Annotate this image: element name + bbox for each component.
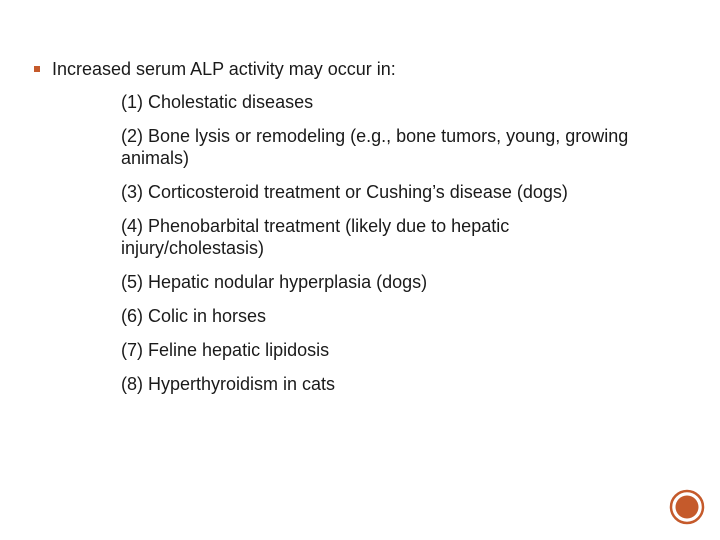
- cause-list: [121, 91, 641, 407]
- list-item: (2) Bone lysis or remodeling (e.g., bone tumors, young, growing animals): [121, 126, 629, 168]
- list-item: (8) Hyperthyroidism in cats: [121, 374, 336, 394]
- list-item: (1) Cholestatic diseases: [121, 92, 314, 112]
- main-bullet-text: Increased serum ALP activity may occur in:: [52, 59, 396, 79]
- list-item: (7) Feline hepatic lipidosis: [121, 340, 330, 360]
- list-item: (5) Hepatic nodular hyperplasia (dogs): [121, 272, 428, 292]
- main-bullet: [34, 58, 674, 80]
- circle-nav-icon: [669, 489, 705, 525]
- square-bullet-icon: [34, 66, 40, 72]
- slide-nav-button[interactable]: [669, 489, 705, 525]
- list-item: (4) Phenobarbital treatment (likely due to hepatic injury/cholestasis): [121, 216, 510, 258]
- list-item: (6) Colic in horses: [121, 306, 267, 326]
- list-item: (3) Corticosteroid treatment or Cushing’s disease (dogs): [121, 182, 568, 202]
